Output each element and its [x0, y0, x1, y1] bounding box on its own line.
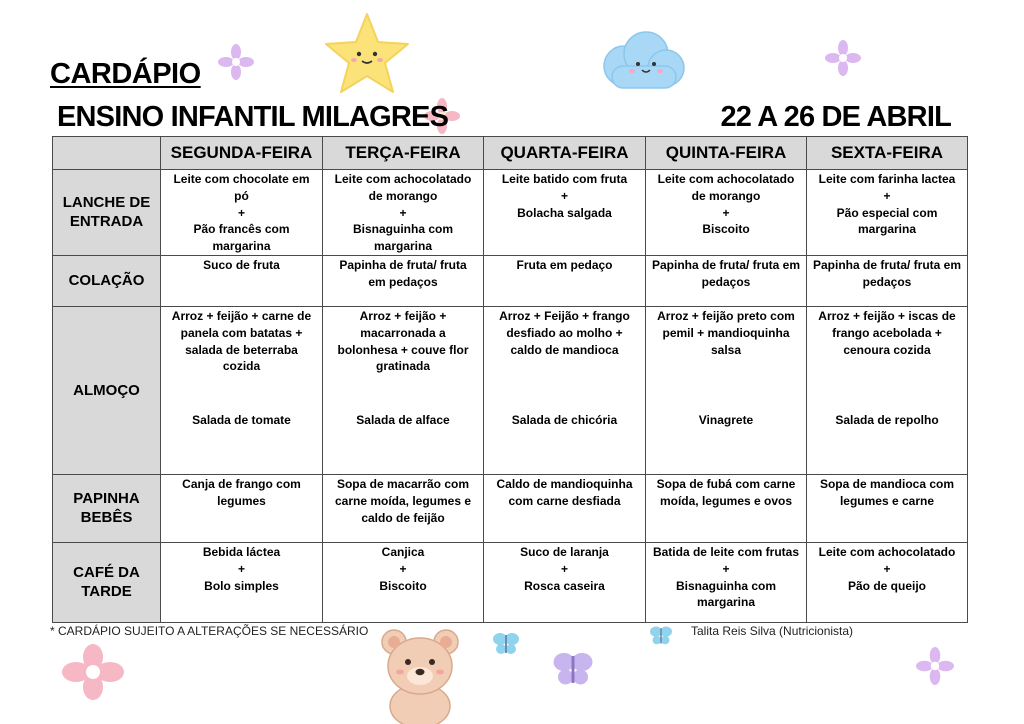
day-header: TERÇA-FEIRA	[323, 137, 484, 170]
salad-line: Salada de alface	[356, 412, 450, 427]
menu-cell	[161, 306, 323, 474]
butterfly-icon	[492, 630, 520, 656]
dish-line: Pão de queijo	[847, 578, 926, 593]
spacer	[165, 375, 318, 412]
dish-line: +	[399, 205, 407, 220]
meal-label	[53, 306, 161, 474]
dish-line: legumes	[217, 493, 266, 508]
dish-line: bolonhesa + couve flor	[337, 342, 469, 357]
dish-line: Bolo simples	[204, 578, 279, 593]
meal-label	[53, 170, 161, 256]
dish-line: Batida de leite com frutas	[652, 544, 800, 559]
meal-label-line: CAFÉ DA	[73, 564, 140, 582]
dish-line: +	[560, 188, 568, 203]
dish-line: Suco de laranja	[520, 544, 609, 559]
dish-line: panela com batatas +	[180, 325, 303, 340]
meal-label	[53, 474, 161, 542]
salad-line: Salada de repolho	[835, 412, 939, 427]
flower-icon	[218, 44, 254, 80]
flower-icon	[916, 647, 954, 685]
dish-line: caldo de mandioca	[510, 342, 619, 357]
dish-line: carne moída, legumes e	[334, 493, 472, 508]
dish-line: salada de beterraba	[185, 342, 298, 357]
dish-line: Arroz + feijão + carne de	[171, 308, 312, 323]
menu-cell	[323, 170, 484, 256]
menu-cell	[161, 542, 323, 622]
dish-line: cozida	[222, 359, 261, 374]
menu-cell	[807, 542, 968, 622]
disclaimer-note: * CARDÁPIO SUJEITO A ALTERAÇÕES SE NECESSÁRIO	[50, 624, 369, 638]
page-title: CARDÁPIO	[50, 58, 201, 90]
dish-line: Arroz + Feijão + frango	[499, 308, 630, 323]
menu-cell	[323, 255, 484, 306]
dish-line: Arroz + feijão +	[359, 308, 447, 323]
menu-cell	[484, 170, 646, 256]
dish-line: Bebida láctea	[202, 544, 281, 559]
dish-line: Papinha de fruta/ fruta em	[812, 257, 962, 272]
dish-line: margarina	[696, 595, 756, 610]
dish-line: Leite com achocolatado	[818, 544, 956, 559]
menu-cell	[484, 542, 646, 622]
teddy-bear-icon	[372, 626, 468, 724]
dish-line: desfiado ao molho +	[506, 325, 623, 340]
dish-line: +	[237, 561, 245, 576]
dish-line: margarina	[373, 239, 433, 254]
dish-line: em pedaços	[368, 274, 438, 289]
dish-line: +	[399, 561, 407, 576]
dish-line: gratinada	[375, 359, 430, 374]
menu-cell	[323, 306, 484, 474]
menu-cell	[807, 170, 968, 256]
meal-row-cafe-da-tarde	[53, 542, 968, 622]
menu-cell	[484, 306, 646, 474]
dish-line: Leite com achocolatado	[657, 172, 795, 186]
menu-cell	[646, 306, 807, 474]
menu-cell	[646, 474, 807, 542]
menu-cell	[484, 474, 646, 542]
dish-line: Canjica	[381, 544, 425, 559]
dish-line: Pão francês com	[193, 222, 290, 237]
dish-line: Arroz + feijão preto com	[657, 308, 795, 323]
dish-line: Sopa de macarrão com	[336, 476, 470, 491]
day-header: SEXTA-FEIRA	[807, 137, 968, 170]
meal-label-line: LANCHE DE	[62, 194, 151, 212]
day-header: SEGUNDA-FEIRA	[161, 137, 323, 170]
menu-cell	[323, 542, 484, 622]
dish-line: Leite batido com fruta	[501, 172, 628, 186]
salad-line: Vinagrete	[698, 412, 754, 427]
star-icon	[322, 10, 412, 98]
dish-line: Leite com farinha lactea	[818, 172, 956, 186]
dish-line: +	[722, 561, 730, 576]
dish-line: de morango	[691, 188, 761, 203]
dish-line: margarina	[212, 239, 271, 254]
date-range: 22 A 26 DE ABRIL	[720, 101, 951, 133]
dish-line: salsa	[710, 342, 742, 357]
dish-line: +	[883, 188, 891, 203]
dish-line: Pão especial com	[836, 205, 938, 220]
spacer	[327, 375, 479, 412]
meal-row-lanche-de-entrada	[53, 170, 968, 256]
menu-cell	[161, 474, 323, 542]
dish-line: Bolacha salgada	[517, 205, 612, 220]
menu-cell	[807, 306, 968, 474]
dish-line: Sopa de mandioca com	[819, 476, 955, 491]
meal-label	[53, 542, 161, 622]
dish-line: Suco de fruta	[203, 257, 280, 272]
dish-line: pó	[234, 188, 249, 203]
menu-cell	[646, 542, 807, 622]
dish-line: +	[883, 561, 891, 576]
dish-line: de morango	[368, 188, 438, 203]
dish-line: pedaços	[862, 274, 912, 289]
meal-row-colacao	[53, 255, 968, 306]
flower-icon	[62, 644, 124, 700]
dish-line: margarina	[857, 222, 917, 237]
dish-line: +	[560, 561, 568, 576]
meal-label-line: PAPINHA	[73, 490, 140, 508]
dish-line: Sopa de fubá com carne	[656, 476, 796, 491]
nutritionist-signature: Talita Reis Silva (Nutricionista)	[691, 624, 854, 638]
menu-table	[52, 136, 968, 623]
dish-line: macarronada a	[360, 325, 446, 340]
dish-line: Caldo de mandioquinha	[496, 476, 633, 491]
dish-line: Bisnaguinha com	[675, 578, 776, 593]
dish-line: Papinha de fruta/ fruta em	[651, 257, 801, 272]
menu-cell	[646, 170, 807, 256]
dish-line: Leite com chocolate em	[173, 172, 310, 186]
dish-line: Biscoito	[379, 578, 427, 593]
dish-line: moída, legumes e ovos	[659, 493, 793, 508]
school-name: ENSINO INFANTIL MILAGRES	[57, 101, 449, 133]
dish-line: +	[722, 205, 730, 220]
menu-cell	[484, 255, 646, 306]
dish-line: com carne desfiada	[508, 493, 621, 508]
dish-line: +	[237, 205, 245, 220]
meal-label-line: COLAÇÃO	[68, 272, 145, 290]
dish-line: Papinha de fruta/ fruta	[339, 257, 467, 272]
day-header: QUINTA-FEIRA	[646, 137, 807, 170]
spacer	[488, 358, 641, 412]
dish-line: caldo de feijão	[361, 510, 445, 525]
spacer	[650, 358, 802, 412]
days-header-row	[53, 137, 968, 170]
spacer	[811, 358, 963, 412]
butterfly-icon	[648, 624, 674, 646]
dish-line: frango acebolada +	[832, 325, 942, 340]
dish-line: Bisnaguinha com	[352, 222, 453, 237]
meal-row-almoco	[53, 306, 968, 474]
dish-line: Rosca caseira	[524, 578, 605, 593]
dish-line: Biscoito	[702, 222, 750, 237]
butterfly-icon	[552, 648, 594, 688]
corner-cell	[53, 137, 161, 170]
day-header: QUARTA-FEIRA	[484, 137, 646, 170]
dish-line: legumes e carne	[839, 493, 935, 508]
flower-icon	[825, 40, 861, 76]
dish-line: Leite com achocolatado	[334, 172, 472, 186]
menu-cell	[807, 474, 968, 542]
dish-line: pedaços	[701, 274, 751, 289]
meal-label-line: ENTRADA	[69, 213, 144, 231]
menu-cell	[646, 255, 807, 306]
salad-line: Salada de tomate	[192, 412, 291, 427]
meal-label-line: ALMOÇO	[73, 381, 140, 399]
salad-line: Salada de chicória	[511, 412, 618, 427]
dish-line: cenoura cozida	[843, 342, 931, 357]
cloud-icon	[594, 26, 690, 96]
menu-cell	[161, 170, 323, 256]
menu-cell	[161, 255, 323, 306]
dish-line: Arroz + feijão + iscas de	[818, 308, 956, 323]
meal-label	[53, 255, 161, 306]
dish-line: pemil + mandioquinha	[662, 325, 790, 340]
meal-label-line: TARDE	[81, 583, 132, 601]
dish-line: Canja de frango com	[182, 476, 301, 491]
meal-label-line: BEBÊS	[80, 509, 133, 527]
dish-line: Fruta em pedaço	[516, 257, 613, 272]
menu-cell	[807, 255, 968, 306]
meal-row-papinha-bebes	[53, 474, 968, 542]
menu-cell	[323, 474, 484, 542]
